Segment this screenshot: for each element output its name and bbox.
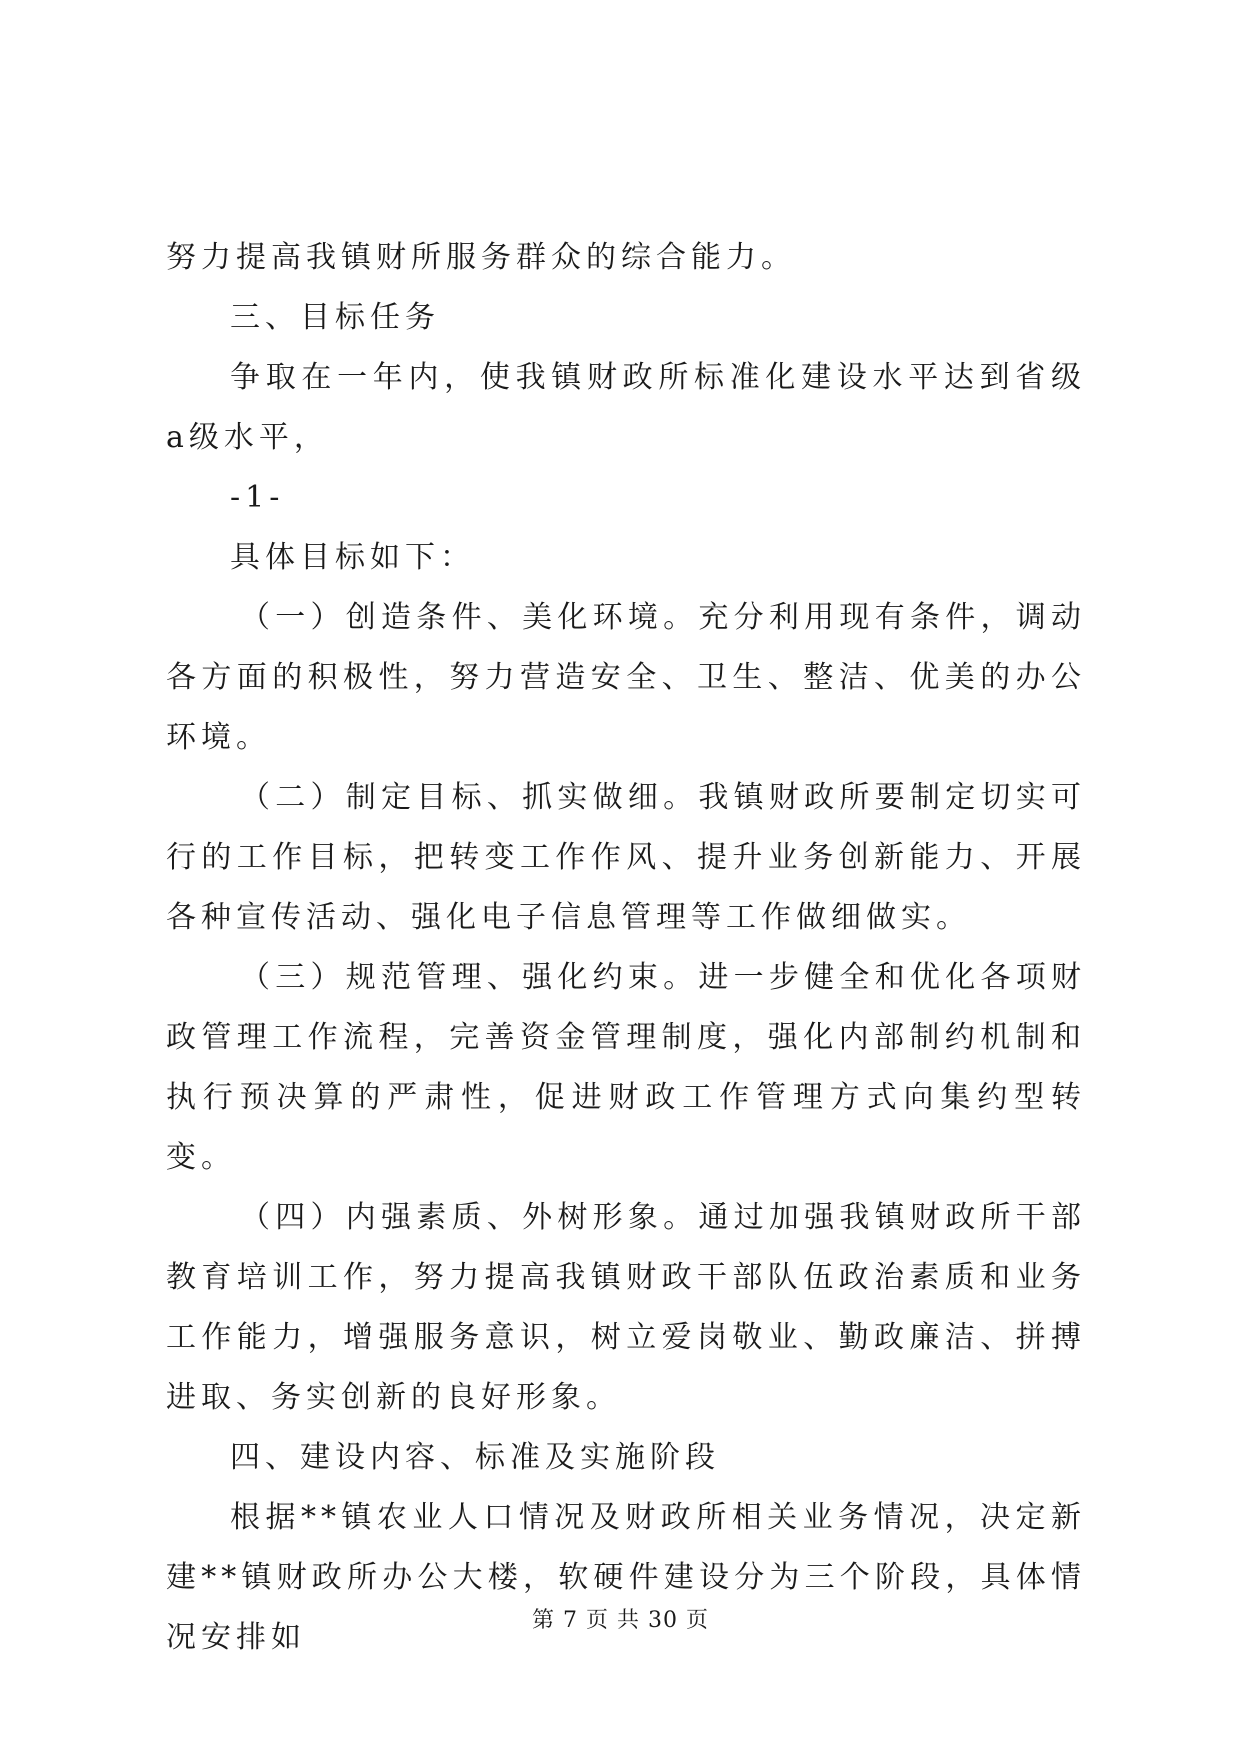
- paragraph-goal-summary: 争取在一年内，使我镇财政所标准化建设水平达到省级a级水平，: [166, 360, 1086, 455]
- paragraph-goal-1: （一）创造条件、美化环境。充分利用现有条件，调动各方面的积极性，努力营造安全、卫生、整洁、优美的办公环境。: [166, 600, 1086, 755]
- paragraph-goal-3: （三）规范管理、强化约束。进一步健全和优化各项财政管理工作流程，完善资金管理制度，强化内部制约机制和执行预决算的严肃性，促进财政工作管理方式向集约型转变。: [166, 960, 1086, 1175]
- paragraph-goal-2: （二）制定目标、抓实做细。我镇财政所要制定切实可行的工作目标，把转变工作作风、提升业务创新能力、开展各种宣传活动、强化电子信息管理等工作做细做实。: [166, 780, 1086, 935]
- section-heading-construction: 四、建设内容、标准及实施阶段: [230, 1440, 720, 1475]
- document-body: [166, 228, 1086, 1668]
- paragraph-construction-intro: 根据**镇农业人口情况及财政所相关业务情况，决定新建**镇财政所办公大楼，软硬件建设分为三个阶段，具体情况安排如: [166, 1500, 1086, 1655]
- paragraph-continuation: 努力提高我镇财所服务群众的综合能力。: [166, 240, 796, 275]
- inline-page-marker: -1-: [230, 480, 285, 515]
- page-footer: 第 7 页 共 30 页: [532, 1608, 709, 1633]
- paragraph-goal-4: （四）内强素质、外树形象。通过加强我镇财政所干部教育培训工作，努力提高我镇财政干部队伍政治素质和业务工作能力，增强服务意识，树立爱岗敬业、勤政廉洁、拼搏进取、务实创新的良好形象。: [166, 1200, 1086, 1415]
- section-heading-goals: 三、目标任务: [230, 300, 440, 335]
- paragraph-goals-intro: 具体目标如下：: [230, 540, 475, 575]
